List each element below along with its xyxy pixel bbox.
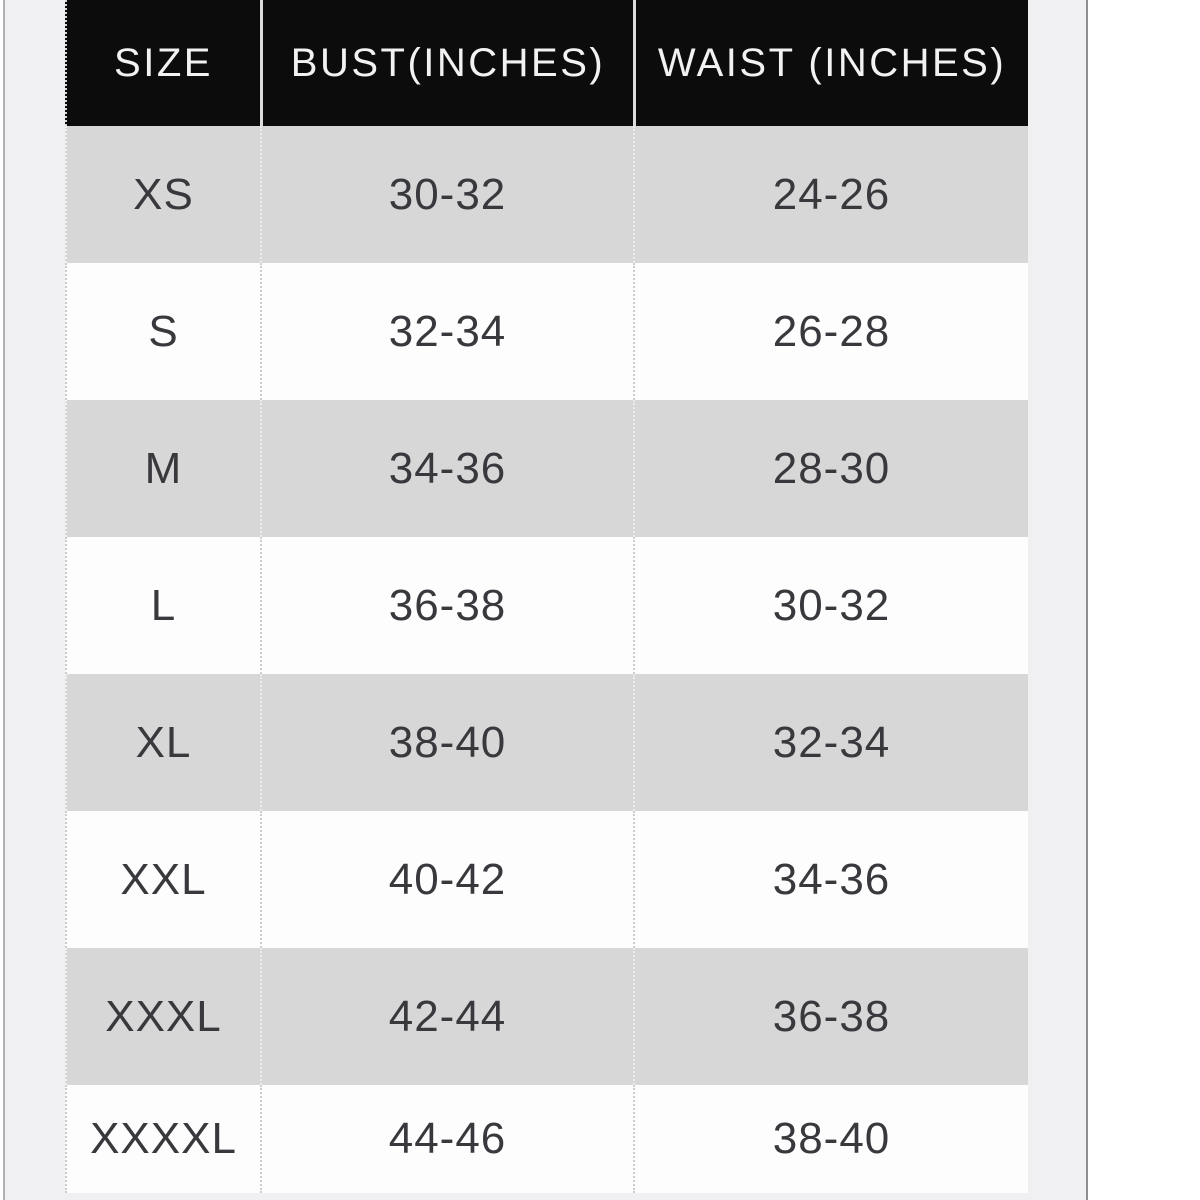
cell-size: XL [65, 674, 260, 811]
table-row [65, 811, 1028, 948]
page-card [3, 0, 1088, 1200]
column-header-size: SIZE [65, 0, 260, 126]
column-header-waist: WAIST (INCHES) [633, 0, 1028, 126]
cell-size: M [65, 400, 260, 537]
cell-bust: 44-46 [260, 1085, 633, 1193]
table-body [65, 126, 1028, 1193]
cell-bust: 36-38 [260, 537, 633, 674]
table-row [65, 674, 1028, 811]
cell-waist: 28-30 [633, 400, 1028, 537]
cell-waist: 38-40 [633, 1085, 1028, 1193]
cell-size: XXL [65, 811, 260, 948]
cell-waist: 30-32 [633, 537, 1028, 674]
cell-bust: 32-34 [260, 263, 633, 400]
table-header-row [65, 0, 1028, 126]
cell-bust: 38-40 [260, 674, 633, 811]
size-chart-table [65, 0, 1028, 1193]
column-header-bust: BUST(INCHES) [260, 0, 633, 126]
cell-size: XS [65, 126, 260, 263]
table-row [65, 1085, 1028, 1193]
cell-waist: 34-36 [633, 811, 1028, 948]
cell-waist: 24-26 [633, 126, 1028, 263]
table-row [65, 948, 1028, 1085]
cell-size: L [65, 537, 260, 674]
cell-size: XXXL [65, 948, 260, 1085]
table-row [65, 263, 1028, 400]
table-row [65, 400, 1028, 537]
cell-size: XXXXL [65, 1085, 260, 1193]
table-row [65, 126, 1028, 263]
cell-waist: 32-34 [633, 674, 1028, 811]
cell-bust: 42-44 [260, 948, 633, 1085]
cell-bust: 30-32 [260, 126, 633, 263]
cell-size: S [65, 263, 260, 400]
cell-bust: 40-42 [260, 811, 633, 948]
table-row [65, 537, 1028, 674]
cell-waist: 36-38 [633, 948, 1028, 1085]
cell-waist: 26-28 [633, 263, 1028, 400]
cell-bust: 34-36 [260, 400, 633, 537]
